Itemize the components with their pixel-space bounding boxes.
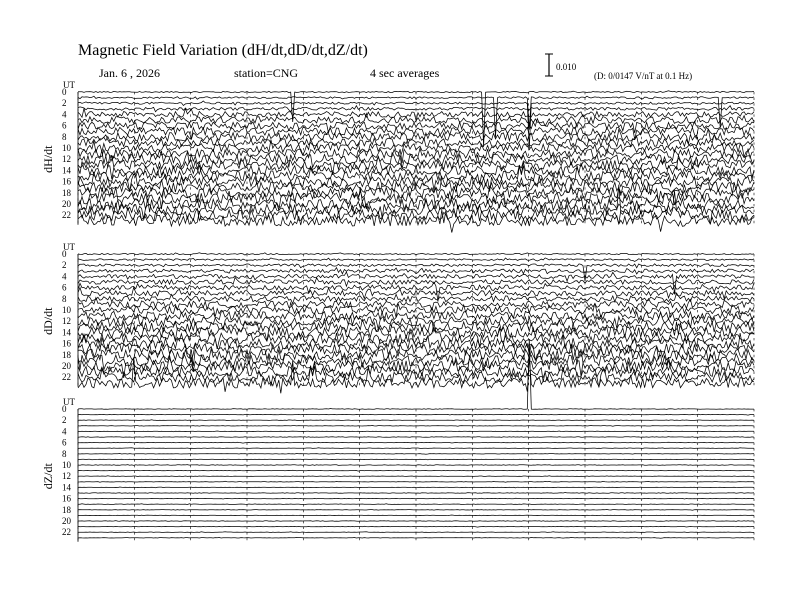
hour-tick-label: 12: [62, 154, 71, 165]
date-label: Jan. 6 , 2026: [99, 66, 160, 80]
trace-hour-9: [78, 459, 754, 460]
hour-tick-label: 0: [62, 249, 67, 259]
hour-tick-label: 12: [62, 316, 71, 327]
hour-tick-label: 14: [62, 327, 71, 338]
hour-tick-label: 0: [62, 87, 67, 97]
hour-tick-label: 4: [62, 271, 67, 282]
hour-tick-label: 12: [62, 471, 71, 482]
trace-hour-11: [78, 470, 754, 471]
trace-hour-14: [78, 487, 754, 488]
ut-label: UT: [63, 80, 75, 90]
trace-hour-17: [78, 504, 754, 505]
trace-hour-3: [78, 426, 754, 427]
hour-tick-label: 22: [62, 372, 71, 383]
chart-title: Magnetic Field Variation (dH/dt,dD/dt,dZ/dt): [78, 42, 368, 59]
trace-hour-23: [78, 537, 754, 538]
panel-2: [41, 339, 754, 542]
minute-ticks: [78, 409, 754, 540]
trace-hour-4: [78, 431, 754, 432]
hour-tick-label: 10: [62, 143, 71, 153]
station-label: station=CNG: [234, 66, 299, 80]
panel-label: dZ/dt: [41, 463, 55, 490]
panel-1: [41, 242, 754, 393]
panels: [41, 80, 754, 542]
hour-tick-label: 2: [62, 415, 67, 426]
hour-tick-label: 8: [62, 131, 67, 142]
hour-tick-label: 8: [62, 293, 67, 304]
hour-tick-label: 18: [62, 187, 71, 198]
trace-hour-10: [78, 465, 754, 466]
scale-bar: [545, 54, 553, 76]
trace-hour-8: [78, 453, 754, 454]
trace-hour-9: [78, 134, 754, 147]
hour-tick-label: 18: [62, 349, 71, 360]
hour-tick-label: 6: [62, 120, 67, 131]
trace-hour-19: [78, 515, 754, 516]
hour-tick-label: 14: [62, 482, 71, 493]
hour-tick-label: 8: [62, 448, 67, 459]
hour-tick-label: 10: [62, 305, 71, 315]
hour-tick-label: 6: [62, 282, 67, 293]
trace-hour-0: [78, 253, 754, 255]
trace-hour-18: [78, 510, 754, 511]
hour-tick-label: 2: [62, 98, 67, 109]
trace-hour-1: [78, 414, 754, 415]
hour-tick-label: 20: [62, 361, 71, 371]
hour-tick-label: 4: [62, 109, 67, 120]
hour-tick-label: 10: [62, 460, 71, 470]
hour-tick-label: 14: [62, 165, 71, 176]
hour-tick-label: 16: [62, 493, 71, 504]
hour-tick-label: 2: [62, 260, 67, 271]
hour-tick-label: 16: [62, 338, 71, 349]
trace-hour-7: [78, 448, 754, 449]
hour-tick-label: 20: [62, 516, 71, 526]
averaging-label: 4 sec averages: [370, 66, 440, 80]
trace-hour-13: [78, 481, 754, 482]
hour-tick-label: 18: [62, 504, 71, 515]
hour-tick-label: 16: [62, 176, 71, 187]
hour-tick-label: 0: [62, 404, 67, 414]
hour-tick-label: 20: [62, 199, 71, 209]
hour-tick-label: 22: [62, 527, 71, 538]
hour-tick-label: 22: [62, 210, 71, 221]
panel-label: dD/dt: [41, 307, 55, 335]
hour-tick-label: 6: [62, 437, 67, 448]
ut-label: UT: [63, 242, 75, 252]
trace-hour-16: [78, 498, 754, 499]
ut-label: UT: [63, 397, 75, 407]
panel-label: dH/dt: [41, 145, 55, 173]
trace-hour-15: [78, 493, 754, 494]
scale-note: (D: 0/0147 V/nT at 0.1 Hz): [594, 71, 693, 81]
hour-tick-label: 4: [62, 426, 67, 437]
scale-value: 0.010: [556, 62, 577, 72]
panel-0: [41, 80, 754, 233]
trace-hour-21: [78, 526, 754, 527]
